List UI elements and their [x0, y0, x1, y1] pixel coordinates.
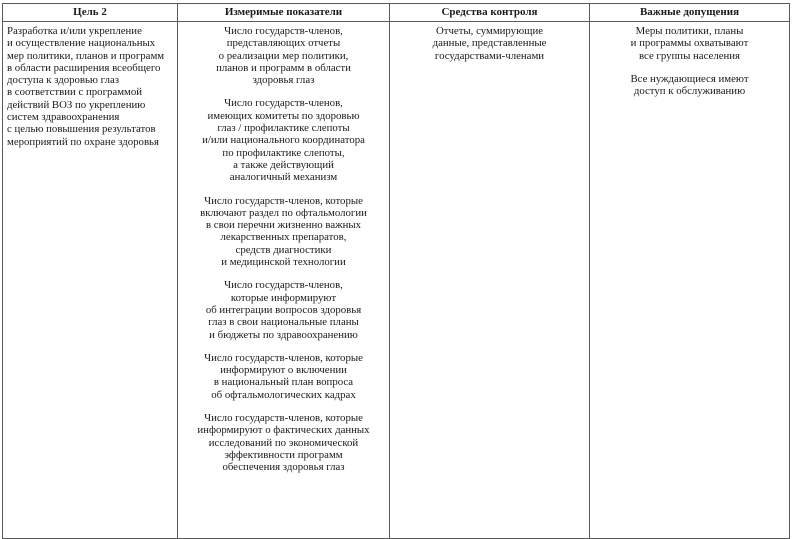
indicator-item: Число государств-членов, имеющих комитеты по здоровью глаз / профилактике слепоты и/или национального координатора по профилактике слепоты, а также действующий аналогичный механизм	[202, 97, 365, 184]
indicator-item: Число государств-членов, которые информируют об интеграции вопросов здоровья глаз в свои национальные планы и бюджеты по здравоохранению	[205, 279, 362, 341]
indicator-item: Число государств-членов, представляющих отчеты о реализации мер политики, планов и программ в области здоровья глаз	[216, 25, 351, 87]
indicators-cell	[178, 22, 390, 539]
controls-text: Отчеты, суммирующие данные, представленные государствами-членами	[432, 25, 547, 62]
assumption-item: Меры политики, планы и программы охватывают все группы населения	[630, 25, 749, 62]
assumption-item: Все нуждающиеся имеют доступ к обслуживанию	[630, 72, 749, 98]
assumptions-cell	[590, 22, 790, 539]
indicator-item: Число государств-членов, которые информируют о фактических данных исследований по экономической эффективности программ обеспечения здоровья глаз	[197, 412, 370, 474]
controls-cell	[390, 22, 590, 539]
header-controls: Средства контроля	[390, 4, 590, 22]
header-indicators: Измеримые показатели	[178, 4, 390, 22]
table-row	[3, 22, 790, 539]
indicator-item: Число государств-членов, которые включают раздел по офтальмологии в свои перечни жизненно важных лекарственных препаратов, средств диагностики и медицинской технологии	[200, 194, 367, 269]
goal-text: Разработка и/или укрепление и осуществление национальных мер политики, планов и программ в области расширения всеобщего доступа к здоровью глаз в соответствии с программой действий ВОЗ по укреплению систем здравоохранения с целью повышения результатов мероприятий по охране здоровья	[7, 25, 165, 148]
goal-cell	[3, 22, 178, 539]
header-assumptions: Важные допущения	[590, 4, 790, 22]
indicator-item: Число государств-членов, которые информируют о включении в национальный план вопроса об офтальмологических кадрах	[204, 351, 363, 401]
logframe-table	[2, 3, 790, 539]
header-goal: Цель 2	[3, 4, 178, 22]
header-row	[3, 4, 790, 22]
